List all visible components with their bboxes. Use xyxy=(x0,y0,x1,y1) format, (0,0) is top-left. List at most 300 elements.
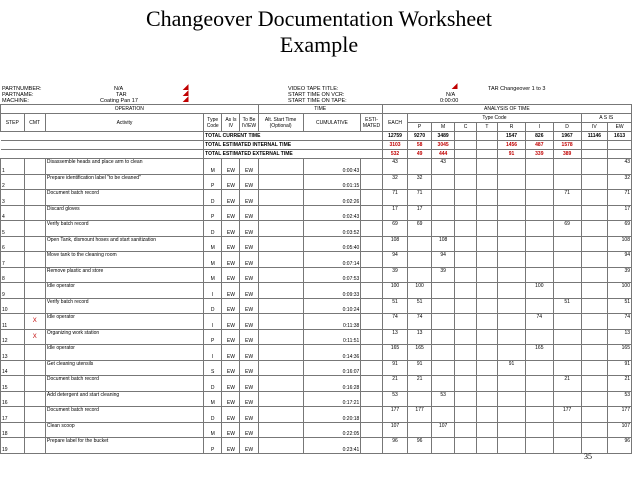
alt-start-time xyxy=(258,314,303,330)
iv-time xyxy=(581,159,608,175)
each-time: 69 xyxy=(382,221,408,237)
comment-mark xyxy=(24,159,45,175)
row-total: 13 xyxy=(608,329,632,345)
type-code: D xyxy=(204,407,222,423)
totals-each: 3103 xyxy=(382,141,408,150)
as-is-code: EW xyxy=(222,345,240,361)
alt-start-time xyxy=(258,360,303,376)
row-total: 21 xyxy=(608,376,632,392)
p-time: 91 xyxy=(408,360,432,376)
p-time: 177 xyxy=(408,407,432,423)
totals-p: 58 xyxy=(408,141,432,150)
flag-marker: ◢ xyxy=(183,84,189,91)
cumulative-time: 0:11:51 xyxy=(303,329,361,345)
type-code: P xyxy=(204,174,222,190)
totals-ew: 1613 xyxy=(608,132,632,141)
totals-label: TOTAL CURRENT TIME xyxy=(204,132,383,141)
as-is-code: EW xyxy=(222,267,240,283)
estimated-time xyxy=(361,298,382,314)
step-number: 17 xyxy=(1,407,25,423)
table-row xyxy=(1,298,632,314)
estimated-time xyxy=(361,360,382,376)
totals-m: 3045 xyxy=(431,141,455,150)
p-time xyxy=(408,267,432,283)
each-time: 96 xyxy=(382,438,408,454)
p-header: P xyxy=(408,123,432,132)
estimated-time xyxy=(361,205,382,221)
i-time xyxy=(525,221,553,237)
r-time xyxy=(498,283,526,299)
cumulative-time: 0:11:38 xyxy=(303,314,361,330)
analysis-header: ANALYSIS OF TIME xyxy=(382,105,631,114)
m-time xyxy=(431,438,455,454)
alt-start-time xyxy=(258,298,303,314)
t-time xyxy=(476,438,497,454)
i-time: 74 xyxy=(525,314,553,330)
m-time xyxy=(431,283,455,299)
d-time xyxy=(553,329,581,345)
start-tape-value: 0:00:00 xyxy=(440,98,459,104)
as-is-code: EW xyxy=(222,407,240,423)
t-time xyxy=(476,252,497,268)
row-total: 100 xyxy=(608,283,632,299)
to-be-code: EW xyxy=(240,159,258,175)
to-be-code: EW xyxy=(240,252,258,268)
type-code-group-header: Type Code xyxy=(408,114,581,123)
each-time: 74 xyxy=(382,314,408,330)
table-row xyxy=(1,159,632,175)
estimated-time xyxy=(361,252,382,268)
each-time: 165 xyxy=(382,345,408,361)
iv-time xyxy=(581,314,608,330)
type-code: D xyxy=(204,221,222,237)
c-time xyxy=(455,252,476,268)
estimated-time xyxy=(361,221,382,237)
p-time: 96 xyxy=(408,438,432,454)
step-number: 3 xyxy=(1,190,25,206)
m-time xyxy=(431,407,455,423)
table-row xyxy=(1,221,632,237)
r-time xyxy=(498,159,526,175)
iv-time xyxy=(581,205,608,221)
cumulative-time: 0:20:18 xyxy=(303,407,361,423)
table-row xyxy=(1,252,632,268)
iv-time xyxy=(581,345,608,361)
comment-mark xyxy=(24,252,45,268)
m-time: 53 xyxy=(431,391,455,407)
type-code: I xyxy=(204,283,222,299)
r-time xyxy=(498,345,526,361)
i-time xyxy=(525,376,553,392)
estimated-time xyxy=(361,174,382,190)
totals-m: 3489 xyxy=(431,132,455,141)
cumulative-time: 0:07:14 xyxy=(303,252,361,268)
activity-text: Discard gloves xyxy=(45,205,203,221)
t-time xyxy=(476,345,497,361)
each-header: EACH xyxy=(382,114,408,132)
to-be-code: EW xyxy=(240,329,258,345)
comment-mark xyxy=(24,422,45,438)
video-title-label: VIDEO TAPE TITLE: xyxy=(288,86,339,92)
row-total: 71 xyxy=(608,190,632,206)
p-time: 74 xyxy=(408,314,432,330)
iv-time xyxy=(581,391,608,407)
to-be-code: EW xyxy=(240,283,258,299)
table-row xyxy=(1,407,632,423)
c-time xyxy=(455,438,476,454)
table-row xyxy=(1,314,632,330)
to-be-code: EW xyxy=(240,360,258,376)
each-time: 13 xyxy=(382,329,408,345)
to-be-code: EW xyxy=(240,391,258,407)
p-time xyxy=(408,422,432,438)
totals-p: 49 xyxy=(408,150,432,159)
r-time xyxy=(498,391,526,407)
row-total: 39 xyxy=(608,267,632,283)
as-is-code: EW xyxy=(222,174,240,190)
p-time: 21 xyxy=(408,376,432,392)
m-time xyxy=(431,221,455,237)
d-time xyxy=(553,174,581,190)
totals-i: 826 xyxy=(525,132,553,141)
t-time xyxy=(476,314,497,330)
cumulative-time: 0:00:43 xyxy=(303,159,361,175)
alt-start-header: Alt. Start Time (Optional) xyxy=(258,114,303,132)
type-code-header: Type Code xyxy=(204,114,222,132)
t-time xyxy=(476,407,497,423)
m-time: 107 xyxy=(431,422,455,438)
comment-mark xyxy=(24,298,45,314)
as-is-code: EW xyxy=(222,360,240,376)
each-time: 51 xyxy=(382,298,408,314)
c-time xyxy=(455,174,476,190)
cumulative-time: 0:02:26 xyxy=(303,190,361,206)
alt-start-time xyxy=(258,391,303,407)
table-row xyxy=(1,438,632,454)
row-total: 43 xyxy=(608,159,632,175)
d-time xyxy=(553,205,581,221)
d-time: 177 xyxy=(553,407,581,423)
p-time xyxy=(408,252,432,268)
video-title-value: TAR Changeover 1 to 3 xyxy=(488,86,546,92)
totals-r: 1547 xyxy=(498,132,526,141)
i-time xyxy=(525,205,553,221)
p-time: 100 xyxy=(408,283,432,299)
i-time xyxy=(525,329,553,345)
row-total: 91 xyxy=(608,360,632,376)
t-time xyxy=(476,283,497,299)
activity-text: Verify batch record xyxy=(45,298,203,314)
c-time xyxy=(455,236,476,252)
as-is-code: EW xyxy=(222,314,240,330)
c-header: C xyxy=(455,123,476,132)
totals-d: 389 xyxy=(553,150,581,159)
activity-text: Clean scoop xyxy=(45,422,203,438)
activity-text: Prepare identification label "to be cleaned" xyxy=(45,174,203,190)
totals-c xyxy=(455,141,476,150)
step-number: 8 xyxy=(1,267,25,283)
iv-header: IV xyxy=(581,123,608,132)
step-number: 14 xyxy=(1,360,25,376)
c-time xyxy=(455,376,476,392)
p-time: 71 xyxy=(408,190,432,206)
alt-start-time xyxy=(258,174,303,190)
cumulative-time: 0:10:24 xyxy=(303,298,361,314)
table-row xyxy=(1,391,632,407)
row-total: 69 xyxy=(608,221,632,237)
c-time xyxy=(455,422,476,438)
t-time xyxy=(476,174,497,190)
totals-each: 532 xyxy=(382,150,408,159)
iv-time xyxy=(581,221,608,237)
cumulative-time: 0:09:33 xyxy=(303,283,361,299)
r-header: R xyxy=(498,123,526,132)
t-time xyxy=(476,360,497,376)
each-time: 71 xyxy=(382,190,408,206)
r-time xyxy=(498,190,526,206)
to-be-code: EW xyxy=(240,190,258,206)
table-row xyxy=(1,174,632,190)
comment-mark: X xyxy=(24,314,45,330)
as-is-code: EW xyxy=(222,205,240,221)
to-be-code: EW xyxy=(240,345,258,361)
cumulative-time: 0:16:28 xyxy=(303,376,361,392)
i-time xyxy=(525,298,553,314)
machine-label: MACHINE: xyxy=(2,98,29,104)
t-time xyxy=(476,329,497,345)
iv-time xyxy=(581,376,608,392)
row-total: 53 xyxy=(608,391,632,407)
iv-time xyxy=(581,174,608,190)
p-time: 32 xyxy=(408,174,432,190)
to-be-code: EW xyxy=(240,298,258,314)
step-number: 7 xyxy=(1,252,25,268)
step-number: 1 xyxy=(1,159,25,175)
iv-time xyxy=(581,267,608,283)
type-code: I xyxy=(204,314,222,330)
totals-i: 487 xyxy=(525,141,553,150)
m-time xyxy=(431,329,455,345)
iv-time xyxy=(581,252,608,268)
table-row xyxy=(1,329,632,345)
table-row xyxy=(1,360,632,376)
to-be-code: EW xyxy=(240,236,258,252)
alt-start-time xyxy=(258,159,303,175)
t-time xyxy=(476,159,497,175)
iv-time xyxy=(581,438,608,454)
m-time xyxy=(431,174,455,190)
as-is-code: EW xyxy=(222,391,240,407)
activity-text: Idle operator xyxy=(45,314,203,330)
totals-blank xyxy=(1,150,204,159)
estimated-time xyxy=(361,283,382,299)
table-row xyxy=(1,236,632,252)
machine-value: Coating Pan 17 xyxy=(100,98,138,104)
activity-text: Remove plastic and store xyxy=(45,267,203,283)
alt-start-time xyxy=(258,236,303,252)
activity-text: Organizing work station xyxy=(45,329,203,345)
totals-t xyxy=(476,141,497,150)
flag-marker: ◢ xyxy=(183,90,189,97)
type-code: P xyxy=(204,329,222,345)
alt-start-time xyxy=(258,438,303,454)
totals-ew xyxy=(608,141,632,150)
c-time xyxy=(455,407,476,423)
estimated-time xyxy=(361,190,382,206)
part-number-label: PARTNUMBER: xyxy=(2,86,42,92)
type-code: M xyxy=(204,159,222,175)
d-time xyxy=(553,159,581,175)
to-be-code: EW xyxy=(240,376,258,392)
each-time: 43 xyxy=(382,159,408,175)
comment-mark xyxy=(24,174,45,190)
i-time xyxy=(525,236,553,252)
table-row xyxy=(1,283,632,299)
p-time xyxy=(408,159,432,175)
row-total: 17 xyxy=(608,205,632,221)
c-time xyxy=(455,314,476,330)
iv-time xyxy=(581,283,608,299)
row-total: 108 xyxy=(608,236,632,252)
step-number: 9 xyxy=(1,283,25,299)
t-time xyxy=(476,298,497,314)
totals-c xyxy=(455,150,476,159)
to-be-code: EW xyxy=(240,221,258,237)
to-be-code: EW xyxy=(240,314,258,330)
alt-start-time xyxy=(258,407,303,423)
as-is-code: EW xyxy=(222,329,240,345)
m-time: 43 xyxy=(431,159,455,175)
t-header: T xyxy=(476,123,497,132)
comment-mark xyxy=(24,407,45,423)
group-header-row xyxy=(1,105,632,114)
each-time: 108 xyxy=(382,236,408,252)
totals-m: 444 xyxy=(431,150,455,159)
totals-ew xyxy=(608,150,632,159)
r-time xyxy=(498,267,526,283)
activity-text: Get cleaning utensils xyxy=(45,360,203,376)
comment-mark xyxy=(24,345,45,361)
d-header: D xyxy=(553,123,581,132)
m-time: 108 xyxy=(431,236,455,252)
estimated-time xyxy=(361,391,382,407)
t-time xyxy=(476,205,497,221)
comment-mark xyxy=(24,438,45,454)
activity-text: Disassemble heads and place arm to clean xyxy=(45,159,203,175)
comment-mark xyxy=(24,236,45,252)
start-tape-label: START TIME ON TAPE: xyxy=(288,98,347,104)
d-time: 21 xyxy=(553,376,581,392)
totals-each: 12759 xyxy=(382,132,408,141)
c-time xyxy=(455,159,476,175)
iv-time xyxy=(581,329,608,345)
p-time: 69 xyxy=(408,221,432,237)
m-time xyxy=(431,376,455,392)
d-time xyxy=(553,422,581,438)
sub-header-row xyxy=(1,114,632,123)
i-time xyxy=(525,174,553,190)
estimated-time xyxy=(361,329,382,345)
to-be-code: EW xyxy=(240,205,258,221)
activity-text: Open Tank, dismount hoses and start sanitization xyxy=(45,236,203,252)
to-be-code: EW xyxy=(240,174,258,190)
comment-mark xyxy=(24,221,45,237)
estimated-time xyxy=(361,438,382,454)
step-number: 10 xyxy=(1,298,25,314)
i-header: I xyxy=(525,123,553,132)
flag-marker: ◢ xyxy=(452,83,458,90)
p-time: 165 xyxy=(408,345,432,361)
i-time xyxy=(525,407,553,423)
totals-iv xyxy=(581,150,608,159)
row-total: 51 xyxy=(608,298,632,314)
as-is-header: As Is IV xyxy=(222,114,240,132)
totals-blank xyxy=(1,132,204,141)
comment-mark xyxy=(24,267,45,283)
as-is-code: EW xyxy=(222,159,240,175)
worksheet-table xyxy=(0,104,632,454)
d-time xyxy=(553,283,581,299)
r-time xyxy=(498,407,526,423)
i-time xyxy=(525,422,553,438)
estimated-time xyxy=(361,159,382,175)
r-time xyxy=(498,236,526,252)
m-time xyxy=(431,314,455,330)
as-is-code: EW xyxy=(222,376,240,392)
row-total: 96 xyxy=(608,438,632,454)
activity-text: Move tank to the cleaning room xyxy=(45,252,203,268)
m-time xyxy=(431,190,455,206)
to-be-code: EW xyxy=(240,267,258,283)
part-name-value: TAR xyxy=(116,92,127,98)
estimated-time xyxy=(361,376,382,392)
activity-text: Prepare label for the bucket xyxy=(45,438,203,454)
row-total: 74 xyxy=(608,314,632,330)
type-code: M xyxy=(204,252,222,268)
m-time xyxy=(431,298,455,314)
step-number: 12 xyxy=(1,329,25,345)
t-time xyxy=(476,190,497,206)
time-header: TIME xyxy=(258,105,382,114)
totals-d: 1578 xyxy=(553,141,581,150)
to-be-code: EW xyxy=(240,407,258,423)
row-total: 94 xyxy=(608,252,632,268)
r-time xyxy=(498,252,526,268)
r-time xyxy=(498,329,526,345)
alt-start-time xyxy=(258,252,303,268)
iv-time xyxy=(581,407,608,423)
type-code: M xyxy=(204,267,222,283)
totals-iv xyxy=(581,141,608,150)
step-number: 19 xyxy=(1,438,25,454)
iv-time xyxy=(581,422,608,438)
estimated-time xyxy=(361,422,382,438)
type-code: D xyxy=(204,298,222,314)
c-time xyxy=(455,205,476,221)
comment-mark xyxy=(24,283,45,299)
r-time xyxy=(498,205,526,221)
i-time xyxy=(525,159,553,175)
activity-text: Document batch record xyxy=(45,407,203,423)
t-time xyxy=(476,391,497,407)
estimated-header: ESTI-MATED xyxy=(361,114,382,132)
step-number: 2 xyxy=(1,174,25,190)
totals-iv: 11146 xyxy=(581,132,608,141)
row-total: 107 xyxy=(608,422,632,438)
type-code: P xyxy=(204,438,222,454)
row-total: 177 xyxy=(608,407,632,423)
iv-time xyxy=(581,190,608,206)
